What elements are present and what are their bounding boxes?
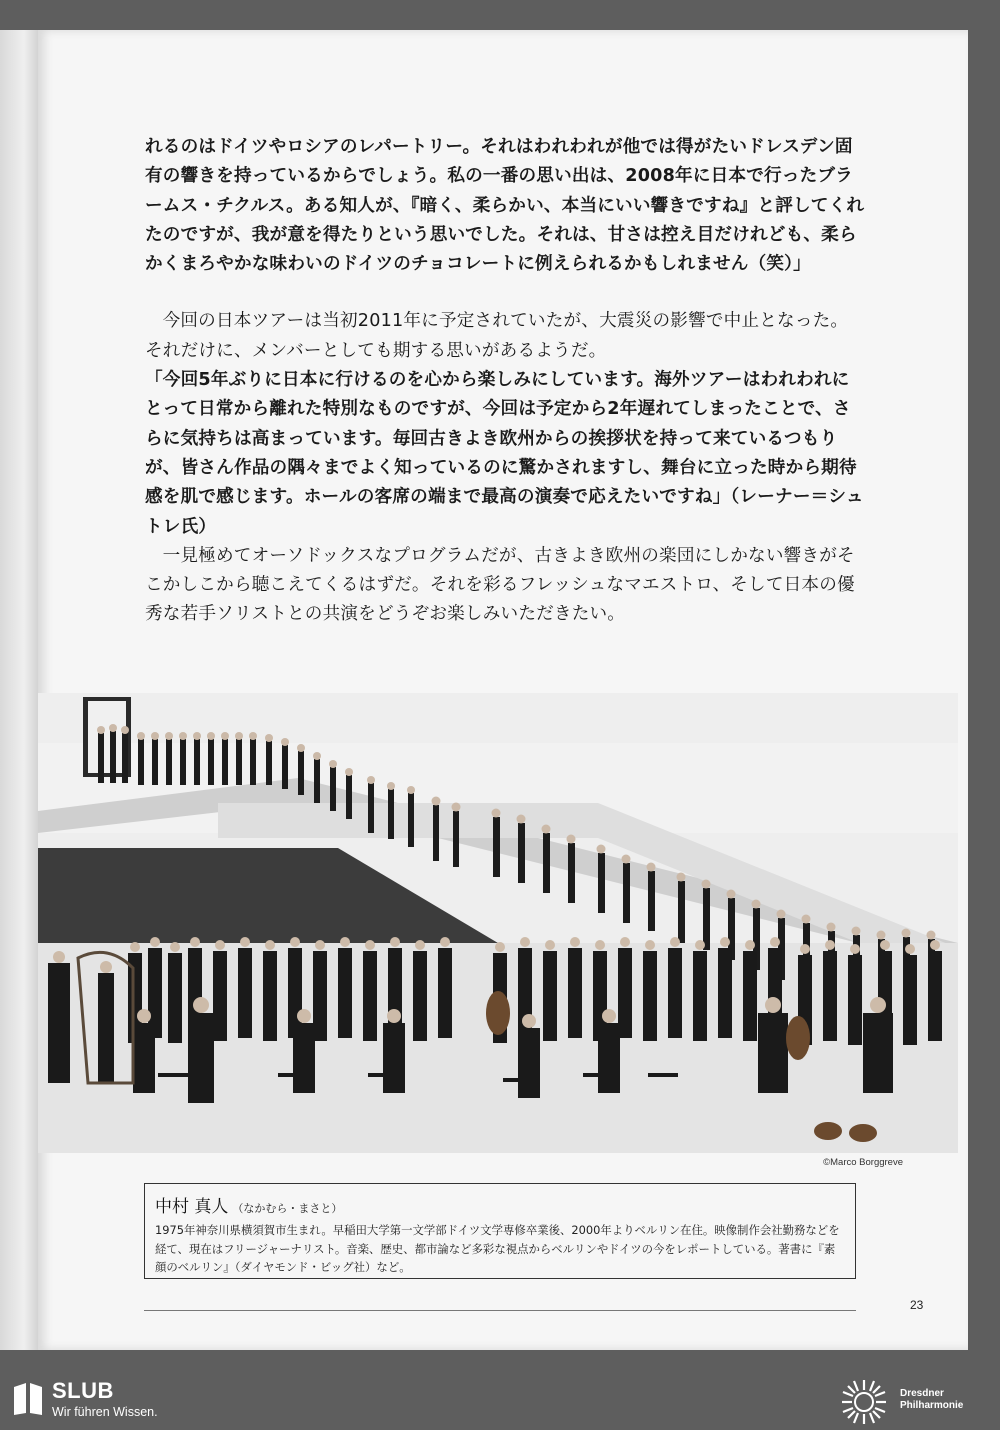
slub-tagline: Wir führen Wissen. (52, 1405, 158, 1419)
photo-credit: ©Marco Borggreve (823, 1157, 903, 1168)
article-text (145, 133, 865, 630)
author-bio-box (144, 1183, 856, 1279)
author-name: 中村 真人 (155, 1197, 229, 1217)
partner-name (900, 1388, 1000, 1412)
book-icon (12, 1381, 44, 1421)
author-heading (155, 1192, 845, 1217)
partner-name-line1: Dresdner (900, 1388, 944, 1399)
page-number: 23 (910, 1298, 924, 1312)
paragraph-quote-2: 「今回5年ぶりに日本に行けるのを心から楽しみにしています。海外ツアーはわれわれにとって日常から離れた特別なものですが、今回は予定から2年遅れてしまったことで、さらに気持ちは高まっています。毎回古きよき欧州からの挨拶状を持って来ているつもりが、皆さん作品の隅々までよく知っているのに驚かされますし、舞台に立った時から期待感を肌で感じます。ホールの客席の端まで最高の演奏で応えたいですね」（レーナー＝シュトレ氏） (145, 370, 864, 537)
paragraph-quote-1: れるのはドイツやロシアのレパートリー。それはわれわれが他では得がたいドレスデン固有の響きを持っているからでしょう。私の一番の思い出は、2008年に日本で行ったブラームス・チクルス。ある知人が、『暗く、柔らかい、本当にいい響きですね』と評してくれたのですが、我が意を得たりという思いでした。それは、甘さは控え目だけれども、柔らかくまろやかな味わいのドイツのチョコレートに例えられるかもしれません（笑）」 (145, 137, 865, 275)
partner-name-line2: Philharmonie (900, 1400, 964, 1411)
slub-logo-text: SLUB (52, 1378, 114, 1403)
author-reading: （なかむら・まさと） (232, 1202, 343, 1215)
paragraph-body-1: 今回の日本ツアーは当初2011年に予定されていたが、大震災の影響で中止となった。それだけに、メンバーとしても期する思いがあるようだ。 (145, 311, 849, 361)
paragraph-body-2: 一見極めてオーソドックスなプログラムだが、古きよき欧州の楽団にしかない響きがそこかしこから聴こえてくるはずだ。それを彩るフレッシュなマエストロ、そして日本の優秀な若手ソリストとの共演をどうぞお楽しみいただきたい。 (145, 545, 855, 625)
author-bio-text: 1975年神奈川県横須賀市生まれ。早稲田大学第一文学部ドイツ文学専修卒業後、2000年よりベルリン在住。映像制作会社勤務などを経て、現在はフリージャーナリスト。音楽、歴史、都市論など多彩な視点からベルリンやドイツの今をレポートしている。著書に『素顔のベルリン』（ダイヤモンド・ビッグ社）など。 (155, 1223, 840, 1274)
left-page-edge (0, 30, 40, 1350)
orchestra-photo (38, 693, 958, 1153)
footer-rule (144, 1310, 856, 1311)
starburst-logo-icon (840, 1378, 888, 1430)
